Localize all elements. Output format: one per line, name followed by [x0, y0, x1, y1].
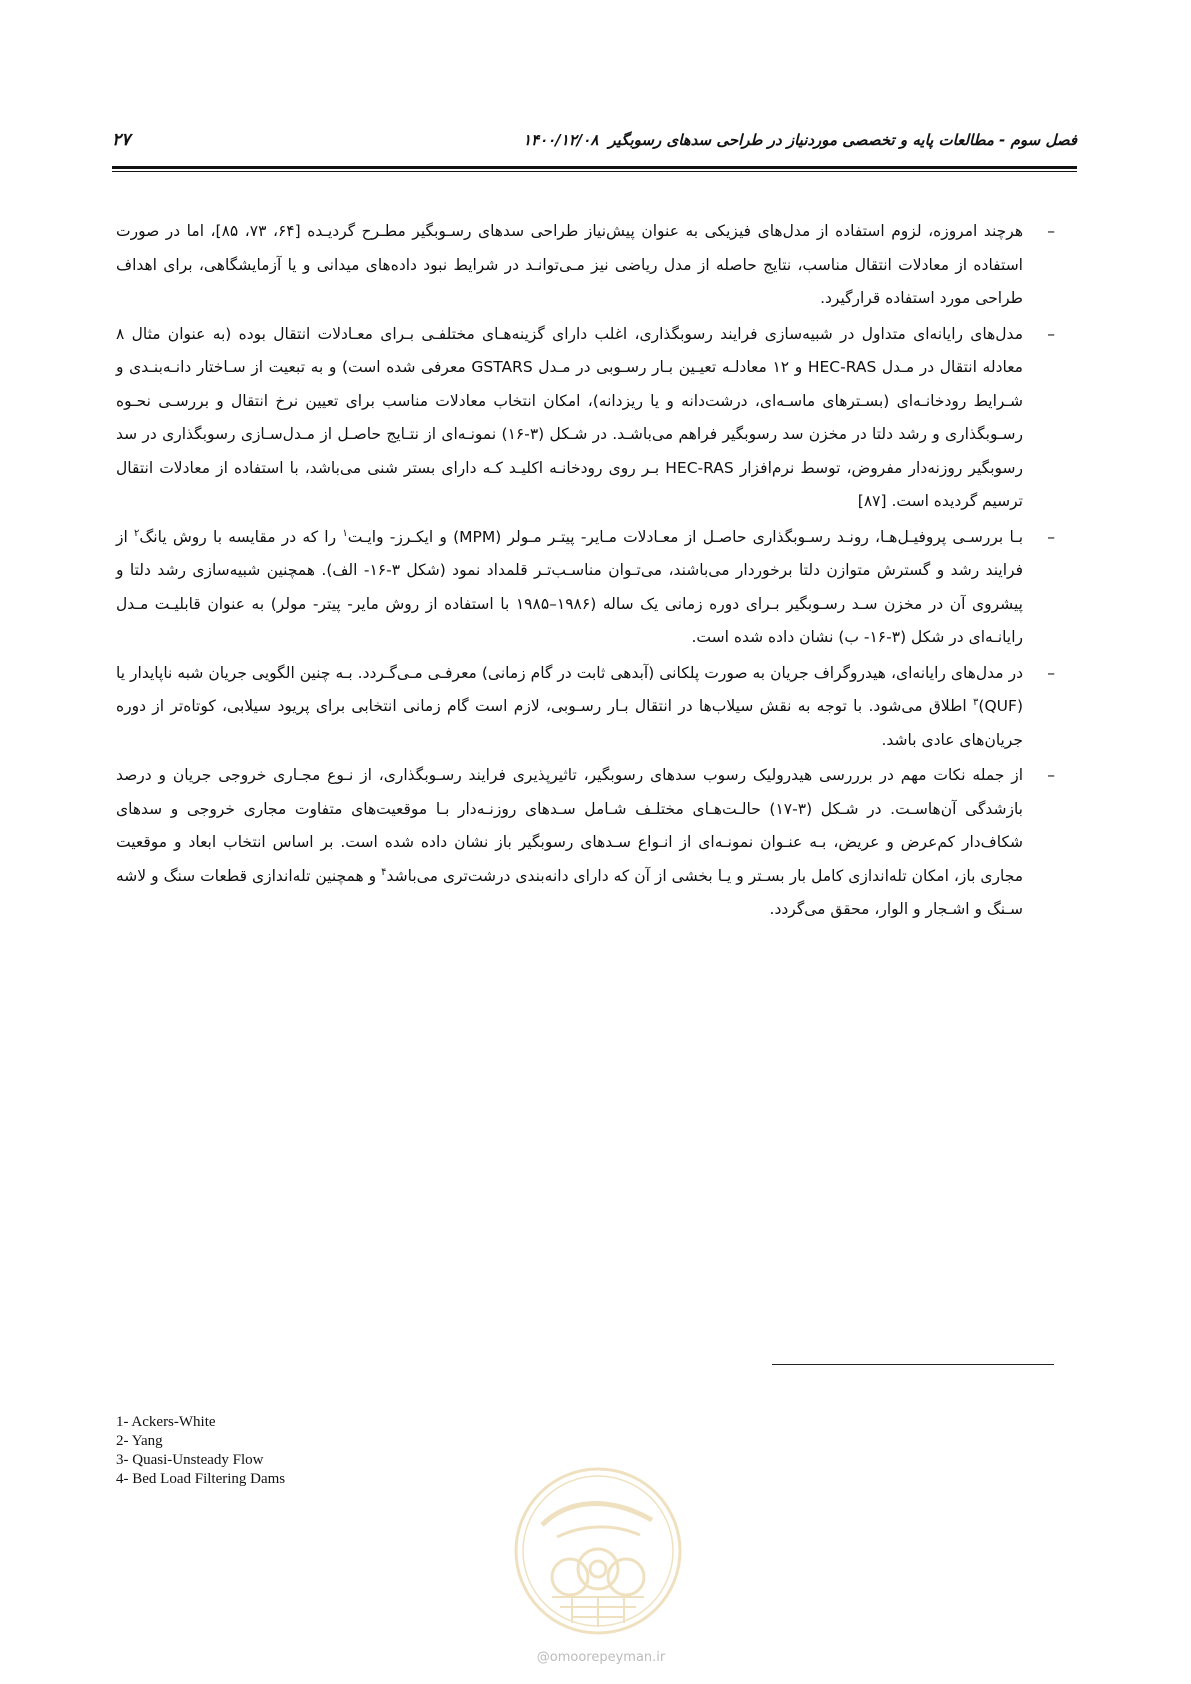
paragraph-text: از فرایند رشد و گسترش متوازن دلتا برخوردار می‌باشند، می‌تـوان مناسـب‌تـر قلمداد نمود (شکل ۳-۱۶- الف). همچنین شبیه‌سازی رشد دلتا و پیشروی آن در مخزن سـد رسـوبگیر بـرای دوره زمانی یک ساله (۱۹۸۶–۱۹۸۵ با استفاده از روش مایر- پیتر- مولر) به عنوان قابلیـت مـدل رایانـه‌ای در شکل (۳-۱۶- ب) نشان داده شده است. — [116, 527, 1023, 646]
bullet-paragraph — [116, 215, 1055, 316]
footnote-separator — [772, 1364, 1054, 1365]
bullet-paragraph — [116, 657, 1055, 758]
bullet-dash: – — [1047, 324, 1055, 343]
paragraph-text: در مدل‌های رایانه‌ای، هیدروگراف جریان به صورت پلکانی (آبدهی ثابت در گام زمانی) معرفـی مـی‌گـردد. بـه چنین الگویی جریان شبه ناپایدار یا (QUF) — [116, 663, 1023, 715]
paragraph-text: از جمله نکات مهم در برررسی هیدرولیک رسوب سدهای رسوبگیر، تاثیرپذیری فرایند رسـوبگذاری، از نـوع مجـاری خروجی جریان و درصد بازشدگی آن‌هاسـت. در شـکل (۳-۱۷) حالـت‌هـای مختلـف شـامل سـدهای روزنـه‌دار بـا موقعیت‌های متفاوت مجاری خروجی و سدهای شکاف‌دار کم‌عرض و عریض، بـه عنـوان نمونـه‌ای از انـواع سـدهای رسوبگیر باز نشان داده شده است. بر اساس انتخاب ابعاد و موقعیت مجاری باز، امکان تله‌اندازی کامل بار بسـتر و یـا بخشی از آن که دارای دانه‌بندی درشت‌تری می‌باشد — [116, 766, 1023, 885]
footnote-ref: ۴ — [381, 866, 387, 878]
footnote: 4- Bed Load Filtering Dams — [116, 1471, 286, 1487]
paragraph-text: و همچنین تله‌اندازی قطعات سنگ و لاشه سـنگ و اشـجار و الوار، محقق می‌گردد. — [116, 866, 1023, 918]
header-rule-thin — [112, 171, 1077, 172]
bullet-paragraph — [116, 521, 1055, 655]
paragraph-text: هرچند امروزه، لزوم استفاده از مدل‌های فیزیکی به عنوان پیش‌نیاز طراحی سدهای رسـوبگیر مطـرح گردیـده [۶۴، ۷۳، ۸۵]، اما در صورت استفاده از معادلات انتقال مناسب، نتایج حاصله از مدل ریاضی نیز مـی‌توانـد در شرایط نبود داده‌های میدانی و یا آزمایشگاهی، برای اهداف طراحی مورد استفاده قرارگیرد. — [116, 222, 1023, 307]
footnotes — [116, 1413, 285, 1489]
bullet-dash: – — [1047, 222, 1055, 240]
page-number: ۲۷ — [112, 130, 131, 150]
bullet-paragraph — [116, 318, 1055, 519]
paragraph-text: بـا بررسـی پروفیـل‌هـا، رونـد رسـوبگذاری حاصـل از معـادلات مـایر- پیتـر مـولر (MPM) و ایکـرز- وایـت — [347, 527, 1024, 546]
chapter-title — [523, 128, 1077, 152]
footnote-ref: ۳ — [973, 696, 979, 708]
watermark-logo-icon — [512, 1465, 684, 1640]
watermark-url: @omoorepeyman.ir — [536, 1650, 666, 1665]
page-header — [112, 128, 1077, 158]
bullet-dash: – — [1047, 766, 1055, 784]
bullet-paragraph — [116, 759, 1055, 927]
footnote: 3- Quasi-Unsteady Flow — [116, 1452, 264, 1468]
footnote-ref: ۱ — [342, 527, 348, 539]
footnote-ref: ۲ — [134, 527, 140, 539]
paragraph-text: اطلاق می‌شود. با توجه به نقش سیلاب‌ها در انتقال بـار رسـوبی، لازم است گام زمانی انتخابی برای پریود سیلابی، کوتاه‌تر از دوره جریان‌های عادی باشد. — [116, 697, 1023, 749]
footnote: 2- Yang — [116, 1433, 163, 1449]
paragraph-text: مدل‌های رایانه‌ای متداول در شبیه‌سازی فرایند رسوبگذاری، اغلب دارای گزینه‌هـای مختلفـی بـرای معـادلات انتقال بوده (به عنوان مثال ۸ معادله انتقال در مـدل HEC-RAS و ۱۲ معادلـه تعیـین بـار رسـوبی در مـدل GSTARS معرفی شده است) و به تبعیت از سـاختار دانـه‌بنـدی و شـرایط رودخانـه‌ای (بسـترهای ماسـه‌ای، درشت‌دانه و یا ریزدانه)، امکان انتخاب معادلات مناسب برای تعیین نرخ انتقال و بررسـی نحـوه رسـوبگذاری و رشد دلتا در مخزن سد رسوبگیر فراهم می‌باشـد. در شـکل (۳-۱۶) نمونـه‌ای از نتـایج حاصـل از مـدل‌سـازی رسوبگذاری در سد رسوبگیر روزنه‌دار مفروض، توسط نرم‌افزار HEC-RAS بـر روی رودخانـه اکلیـد کـه دارای بستر شنی می‌باشد، با استفاده از معادلات انتقال ترسیم گردیده است. [۸۷] — [116, 324, 1023, 510]
chapter-title-text: فصل سوم - مطالعات پایه و تخصصی موردنیاز در طراحی سدهای رسوبگیر — [608, 131, 1077, 149]
header-rule-thick — [112, 166, 1077, 169]
bullet-dash: – — [1047, 527, 1055, 546]
header-date: ۱۴۰۰/۱۲/۰۸ — [522, 131, 599, 149]
footnote: 1- Ackers-White — [116, 1414, 216, 1430]
bullet-dash: – — [1047, 663, 1055, 682]
body-text — [116, 215, 1055, 929]
paragraph-text: را که در مقایسه با روش یانگ — [139, 527, 343, 546]
